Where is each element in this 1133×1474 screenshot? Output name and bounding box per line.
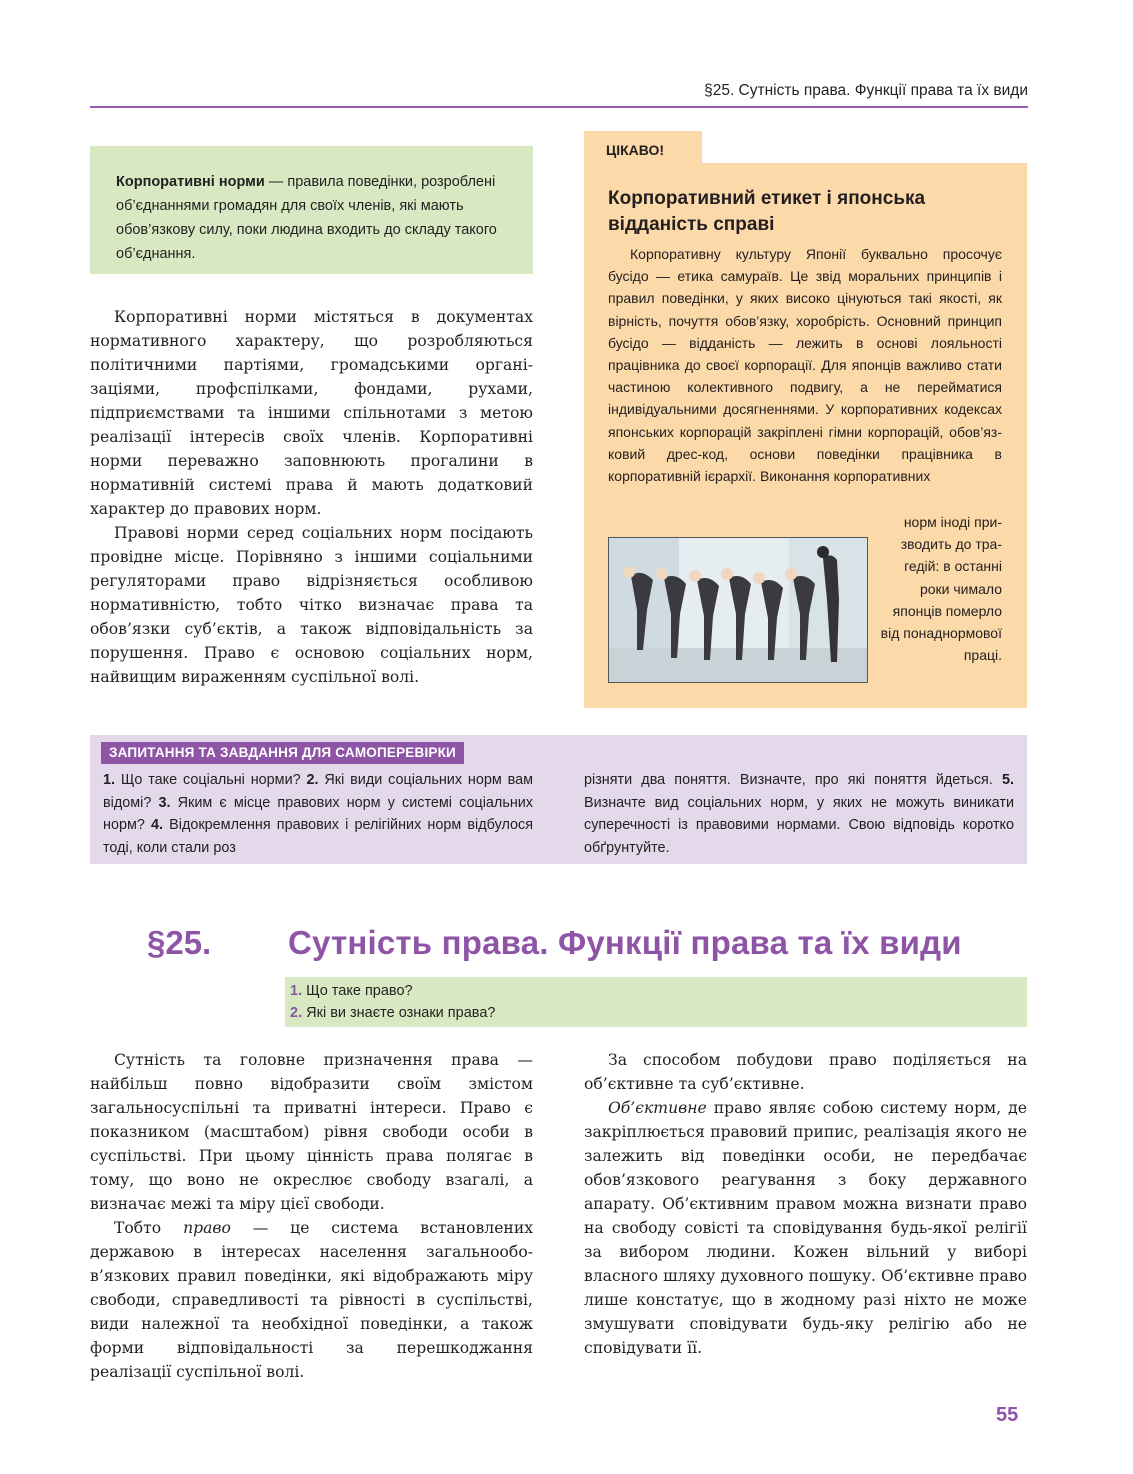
question-1: Що таке соціальні норми? [115,772,307,788]
bottom-left-text [90,1048,533,1384]
question-4: Відокремлення правових і релігійних норм відбулося тоді, коли стали роз [103,817,534,856]
bottom-left-paragraph-1: Сутність та головне призначення права — найбільш повно відобразити своїм змістом загальносуспільні та приватні інтереси. Право є показником (масштабом) рівня свободи особи в суспільстві. При цьому цінність права полягає в тому, що воно не окреслює свободу взагалі, а визначає межі та міру цієї свободи. [90,1051,533,1213]
interesting-title: Корпоративний етикет і японська відданість справі [608,188,926,235]
bottom-right-text [584,1048,1027,1360]
question-1-number: 1. [103,772,116,788]
left-paragraph-1: Корпоративні норми містяться в документах нормативного характеру, що розробляються політичними партіями, громадськими організаціями, профспілками, фондами, рухами, підприємствами та іншими спільнотами з метою реалізації інтересів своїх членів. Корпоративні норми переважно заповнюють прогалини в нормативній системі права й мають додатковий характер до правових норм. [90,308,533,518]
bottom-right-paragraph-1: За способом побудови право поділяється на об’єктивне та суб’єктивне. [584,1051,1027,1093]
definition-box [90,146,533,274]
running-title: §25. Сутність права. Функції права та їх види [704,82,1028,99]
question-3: Яким є місце правових норм у системі соціальних норм? [103,794,533,834]
left-body-text [90,305,533,689]
interesting-text-main: Корпоративну культуру Японії буквально просочує бусідо — етика самураїв. Це звід моральних принципів і правил поведінки, у яких високо цінуються такі якості, як вірність, почуття обов’язку, хоробрість. Основний принцип бусідо — відданість — лежить в основі лояльності працівника до своєї корпорації. Для японців важливо стати частиною колективного подвигу, а не перейматися індивідуальними досягненнями. У корпоративних кодексах японських корпорацій закріплені гімни корпорацій, обов’язковий дрес-код, основи поведінки працівника в корпоративній ієрархії. Виконання корпоративних [608,246,1002,485]
bottom-left-p2-end: — це система встановлених державою в інтересах населення загальнообов’язкових правил поведінки, які відображають міру свободи, справедливості та рівності в суспільстві, види належної та необхідної поведінки, а також форми відповідальності за перешкоджання реалізації суспільної волі. [90,1219,534,1381]
question-5: Визначте вид соціальних норм, у яких не можуть виникати суперечності із правовими нормами. Свою відповідь коротко обґрунтуйте. [584,794,1014,856]
question-2: Які види соціальних норм вам відомі? [103,772,533,811]
term-pravo: право [183,1219,231,1237]
section-number: §25. [147,924,212,961]
definition-term: Корпоративні норми [116,174,265,190]
preview-question-1 [290,980,1027,1002]
bottom-right-paragraph-2 [584,1096,1027,1360]
question-4-number: 4. [151,817,164,834]
question-2-number: 2. [306,772,319,788]
interesting-text-narrow: норм іноді призводить до трагедій: в останні роки чимало японців померло від понаднормової праці. [880,514,1002,664]
questions-left-column [103,769,533,859]
preview-question-2-text: Які ви знаєте ознаки права? [302,1005,496,1021]
page-number: 55 [996,1404,1019,1426]
term-objective: Об’єктивне [608,1099,707,1117]
section-title: Сутність права. Функції права та їх види [288,924,962,961]
bowing-employees-photo [608,537,868,683]
bottom-right-p2-end: право являє собою систему норм, де закріплюється правовий припис, реалізація якого не залежить від поведінки особи, не передбачає обов’язкового реагування з боку державного апарату. Об’єктивним правом можна визнати право на свободу совісті та сповідування будь-якої релігії за вибором людини. Кожен вільний у виборі власного шляху духовного пошуку. Об’єктивне право лише констатує, що в жодному разі ніхто не може змушувати сповідувати будь-яку релігію або не сповідувати її. [584,1099,1027,1357]
preview-questions-box [285,977,1027,1027]
preview-question-2-number: 2. [290,1005,303,1021]
question-4-continued: різняти два поняття. Визначте, про які поняття йдеться. [584,772,1002,788]
question-5-number: 5. [1001,772,1014,788]
self-check-label: ЗАПИТАННЯ ТА ЗАВДАННЯ ДЛЯ САМОПЕРЕВІРКИ [101,742,464,764]
preview-question-1-number: 1. [290,983,303,999]
interesting-tab: ЦІКАВО! [584,131,702,164]
bottom-left-p2-start: Тобто [114,1219,184,1237]
interesting-text [608,243,1002,487]
questions-right-column [584,769,1014,859]
running-header [90,82,1028,108]
preview-question-1-text: Що таке право? [302,983,413,999]
preview-question-2 [290,1002,1027,1024]
bottom-left-paragraph-2 [90,1216,533,1384]
photo-illustration [609,538,868,683]
definition-text: — правила поведінки, розроблені об’єднаннями громадян для своїх членів, які мають обов’язкову силу, поки людина входить до складу такого об’єднання. [116,174,497,262]
left-paragraph-2: Правові норми серед соціальних норм посідають провідне місце. Порівняно з іншими соціальними регуляторами право відрізняється особливою нормативністю, тобто чітко визначає права та обов’язки суб’єктів, а також відповідальність за порушення. Право є основою соціальних норм, найвищим вираженням суспільної волі. [90,524,533,686]
question-3-number: 3. [158,794,171,811]
